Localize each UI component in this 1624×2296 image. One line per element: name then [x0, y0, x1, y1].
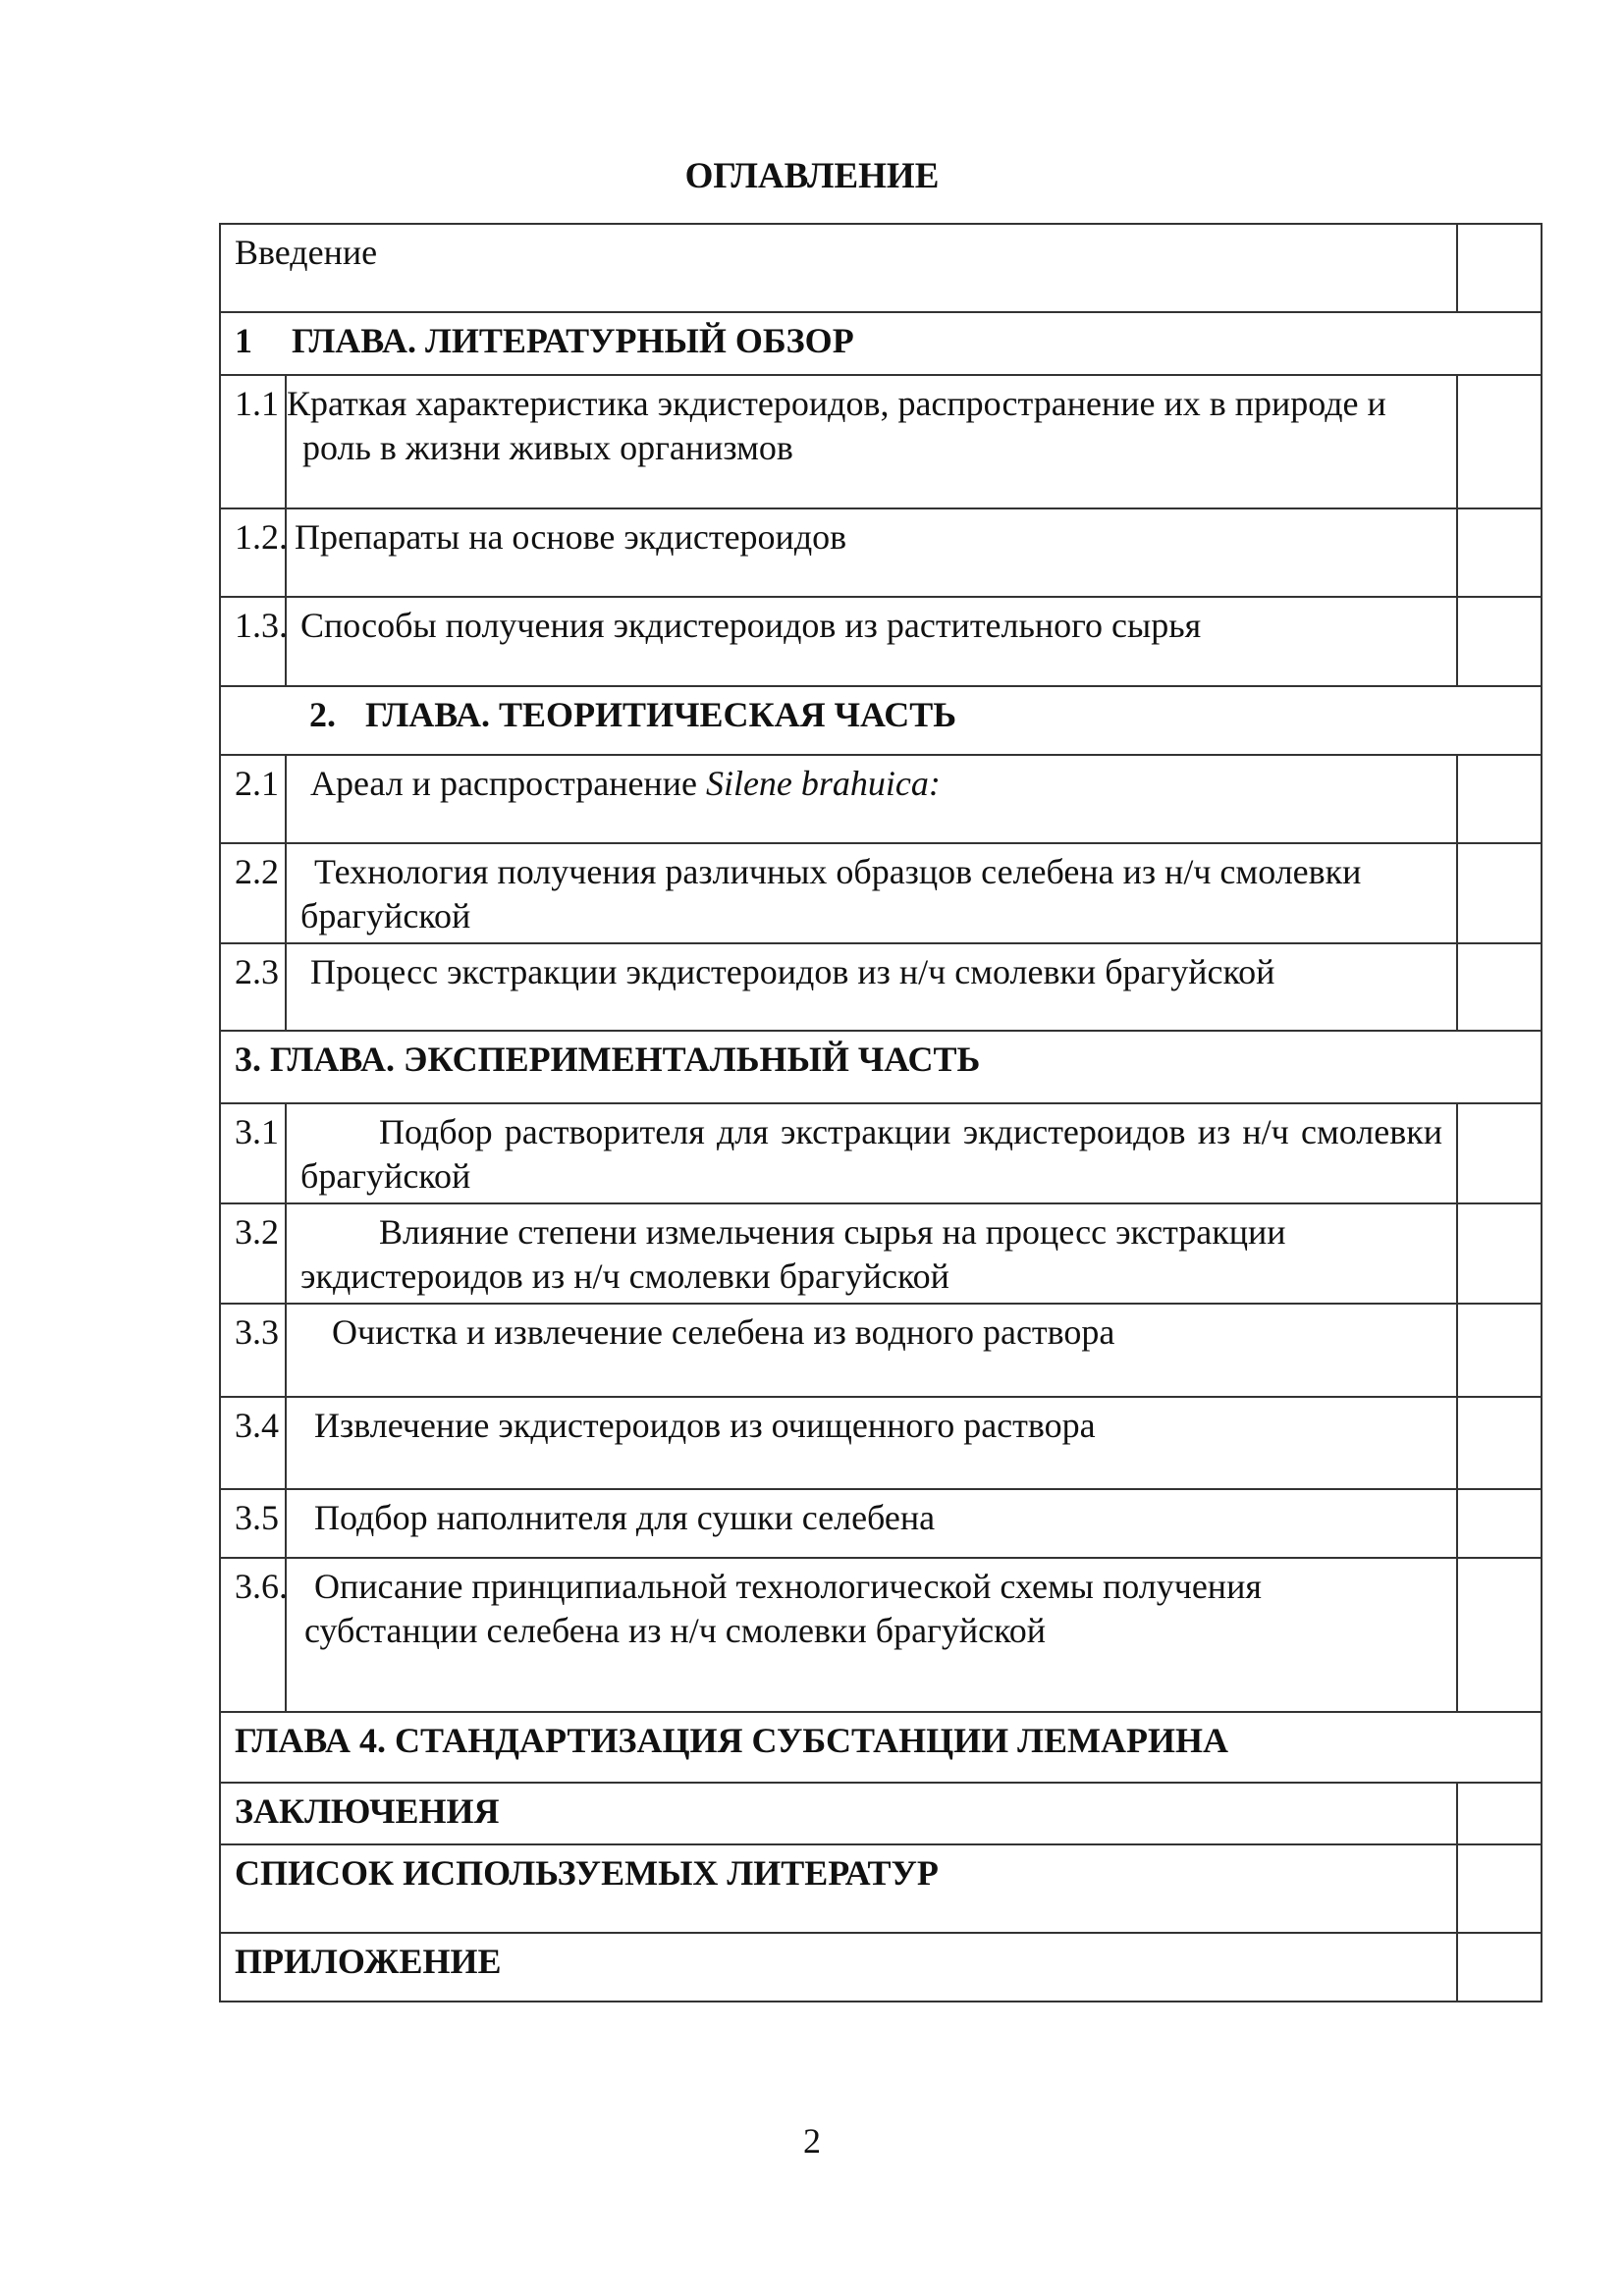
- toc-chapter-title: ГЛАВА. ТЕОРИТИЧЕСКАЯ ЧАСТЬ: [365, 695, 957, 734]
- toc-entry-number: 2.3: [220, 943, 286, 1031]
- toc-entry-title: ПРИЛОЖЕНИЕ: [220, 1933, 1457, 2002]
- toc-entry-text: Краткая характеристика экдистероидов, распространение их в природе и роль в жизни живых организмов: [287, 384, 1386, 467]
- toc-entry-title: [286, 755, 1457, 843]
- toc-page-cell: [1457, 508, 1542, 597]
- toc-row-3-2: [220, 1203, 1542, 1304]
- toc-entry-number: 3.3: [220, 1304, 286, 1397]
- page-title: ОГЛАВЛЕНИЕ: [684, 156, 940, 196]
- toc-page-cell: [1457, 375, 1542, 508]
- toc-row-chapter1: [220, 312, 1542, 375]
- toc-entry-number: 3.4: [220, 1397, 286, 1489]
- toc-row-appendix: [220, 1933, 1542, 2002]
- toc-page-cell: [1457, 755, 1542, 843]
- toc-page-cell: [1457, 1489, 1542, 1558]
- toc-row-3-1: [220, 1103, 1542, 1203]
- toc-row-chapter4: [220, 1712, 1542, 1783]
- toc-chapter-title: ГЛАВА. ЛИТЕРАТУРНЫЙ ОБЗОР: [292, 321, 854, 360]
- toc-page-cell: [1457, 843, 1542, 943]
- toc-entry-number: 3.5: [220, 1489, 286, 1558]
- toc-row-references: [220, 1844, 1542, 1933]
- toc-row-3-6: [220, 1558, 1542, 1712]
- toc-row-2-3: [220, 943, 1542, 1031]
- toc-entry-number: 2.1: [220, 755, 286, 843]
- toc-entry-title: [286, 1558, 1457, 1712]
- toc-entry-title: СПИСОК ИСПОЛЬЗУЕМЫХ ЛИТЕРАТУР: [220, 1844, 1457, 1933]
- toc-entry-text: Ареал и распространение: [310, 764, 706, 803]
- toc-table: [219, 223, 1543, 2002]
- toc-page-cell: [1457, 597, 1542, 686]
- toc-chapter-number: 1: [235, 321, 252, 360]
- toc-chapter-heading: 3. ГЛАВА. ЭКСПЕРИМЕНТАЛЬНЫЙ ЧАСТЬ: [220, 1031, 1542, 1103]
- toc-row-conclusions: [220, 1783, 1542, 1844]
- toc-page-cell: [1457, 1103, 1542, 1203]
- toc-row-3-5: [220, 1489, 1542, 1558]
- toc-entry-title: Процесс экстракции экдистероидов из н/ч смолевки брагуйской: [286, 943, 1457, 1031]
- toc-entry-title: Влияние степени измельчения сырья на процесс экстракции экдистероидов из н/ч смолевки брагуйской: [286, 1203, 1457, 1304]
- toc-entry-number: 2.2: [220, 843, 286, 943]
- toc-entry-number: 1.1: [220, 375, 286, 508]
- toc-page-cell: [1457, 1844, 1542, 1933]
- toc-entry-title: Подбор растворителя для экстракции экдистероидов из н/ч смолевки брагуйской: [286, 1103, 1457, 1203]
- toc-page-cell: [1457, 224, 1542, 312]
- page-number: 2: [803, 2121, 821, 2161]
- toc-page-cell: [1457, 1304, 1542, 1397]
- toc-entry-title: [286, 843, 1457, 943]
- toc-row-1-3: [220, 597, 1542, 686]
- toc-entry-number: 1.2.: [220, 508, 286, 597]
- toc-row-3-4: [220, 1397, 1542, 1489]
- toc-chapter-heading: [220, 312, 1542, 375]
- toc-page-cell: [1457, 1933, 1542, 2002]
- toc-entry-text: Технология получения различных образцов селебена из н/ч смолевки брагуйской: [300, 852, 1362, 935]
- toc-row-1-2: [220, 508, 1542, 597]
- toc-entry-text: Описание принципиальной технологической схемы получения субстанции селебена из н/ч смолевки брагуйской: [304, 1567, 1262, 1650]
- toc-row-3-3: [220, 1304, 1542, 1397]
- toc-page-cell: [1457, 1558, 1542, 1712]
- toc-entry-title: Введение: [220, 224, 1457, 312]
- toc-entry-title: ЗАКЛЮЧЕНИЯ: [220, 1783, 1457, 1844]
- toc-entry-number: 1.3.: [220, 597, 286, 686]
- toc-page-cell: [1457, 1397, 1542, 1489]
- toc-entry-latin-name: Silene brahuica:: [705, 764, 941, 803]
- toc-entry-title: Очистка и извлечение селебена из водного раствора: [286, 1304, 1457, 1397]
- toc-row-1-1: [220, 375, 1542, 508]
- toc-row-2-2: [220, 843, 1542, 943]
- toc-row-chapter3: [220, 1031, 1542, 1103]
- toc-entry-title: Извлечение экдистероидов из очищенного раствора: [286, 1397, 1457, 1489]
- toc-entry-number: 3.2: [220, 1203, 286, 1304]
- toc-page-cell: [1457, 943, 1542, 1031]
- toc-page-cell: [1457, 1783, 1542, 1844]
- toc-entry-number: 3.1: [220, 1103, 286, 1203]
- toc-entry-title: Подбор наполнителя для сушки селебена: [286, 1489, 1457, 1558]
- toc-chapter-heading: ГЛАВА 4. СТАНДАРТИЗАЦИЯ СУБСТАНЦИИ ЛЕМАРИНА: [220, 1712, 1542, 1783]
- toc-entry-number: 3.6.: [220, 1558, 286, 1712]
- toc-chapter-heading: [220, 686, 1542, 755]
- toc-page-cell: [1457, 1203, 1542, 1304]
- toc-entry-title: Препараты на основе экдистероидов: [286, 508, 1457, 597]
- toc-row-intro: [220, 224, 1542, 312]
- toc-entry-title: Способы получения экдистероидов из растительного сырья: [286, 597, 1457, 686]
- toc-entry-title: [286, 375, 1457, 508]
- toc-row-chapter2: [220, 686, 1542, 755]
- toc-chapter-number: 2.: [309, 695, 336, 734]
- toc-row-2-1: [220, 755, 1542, 843]
